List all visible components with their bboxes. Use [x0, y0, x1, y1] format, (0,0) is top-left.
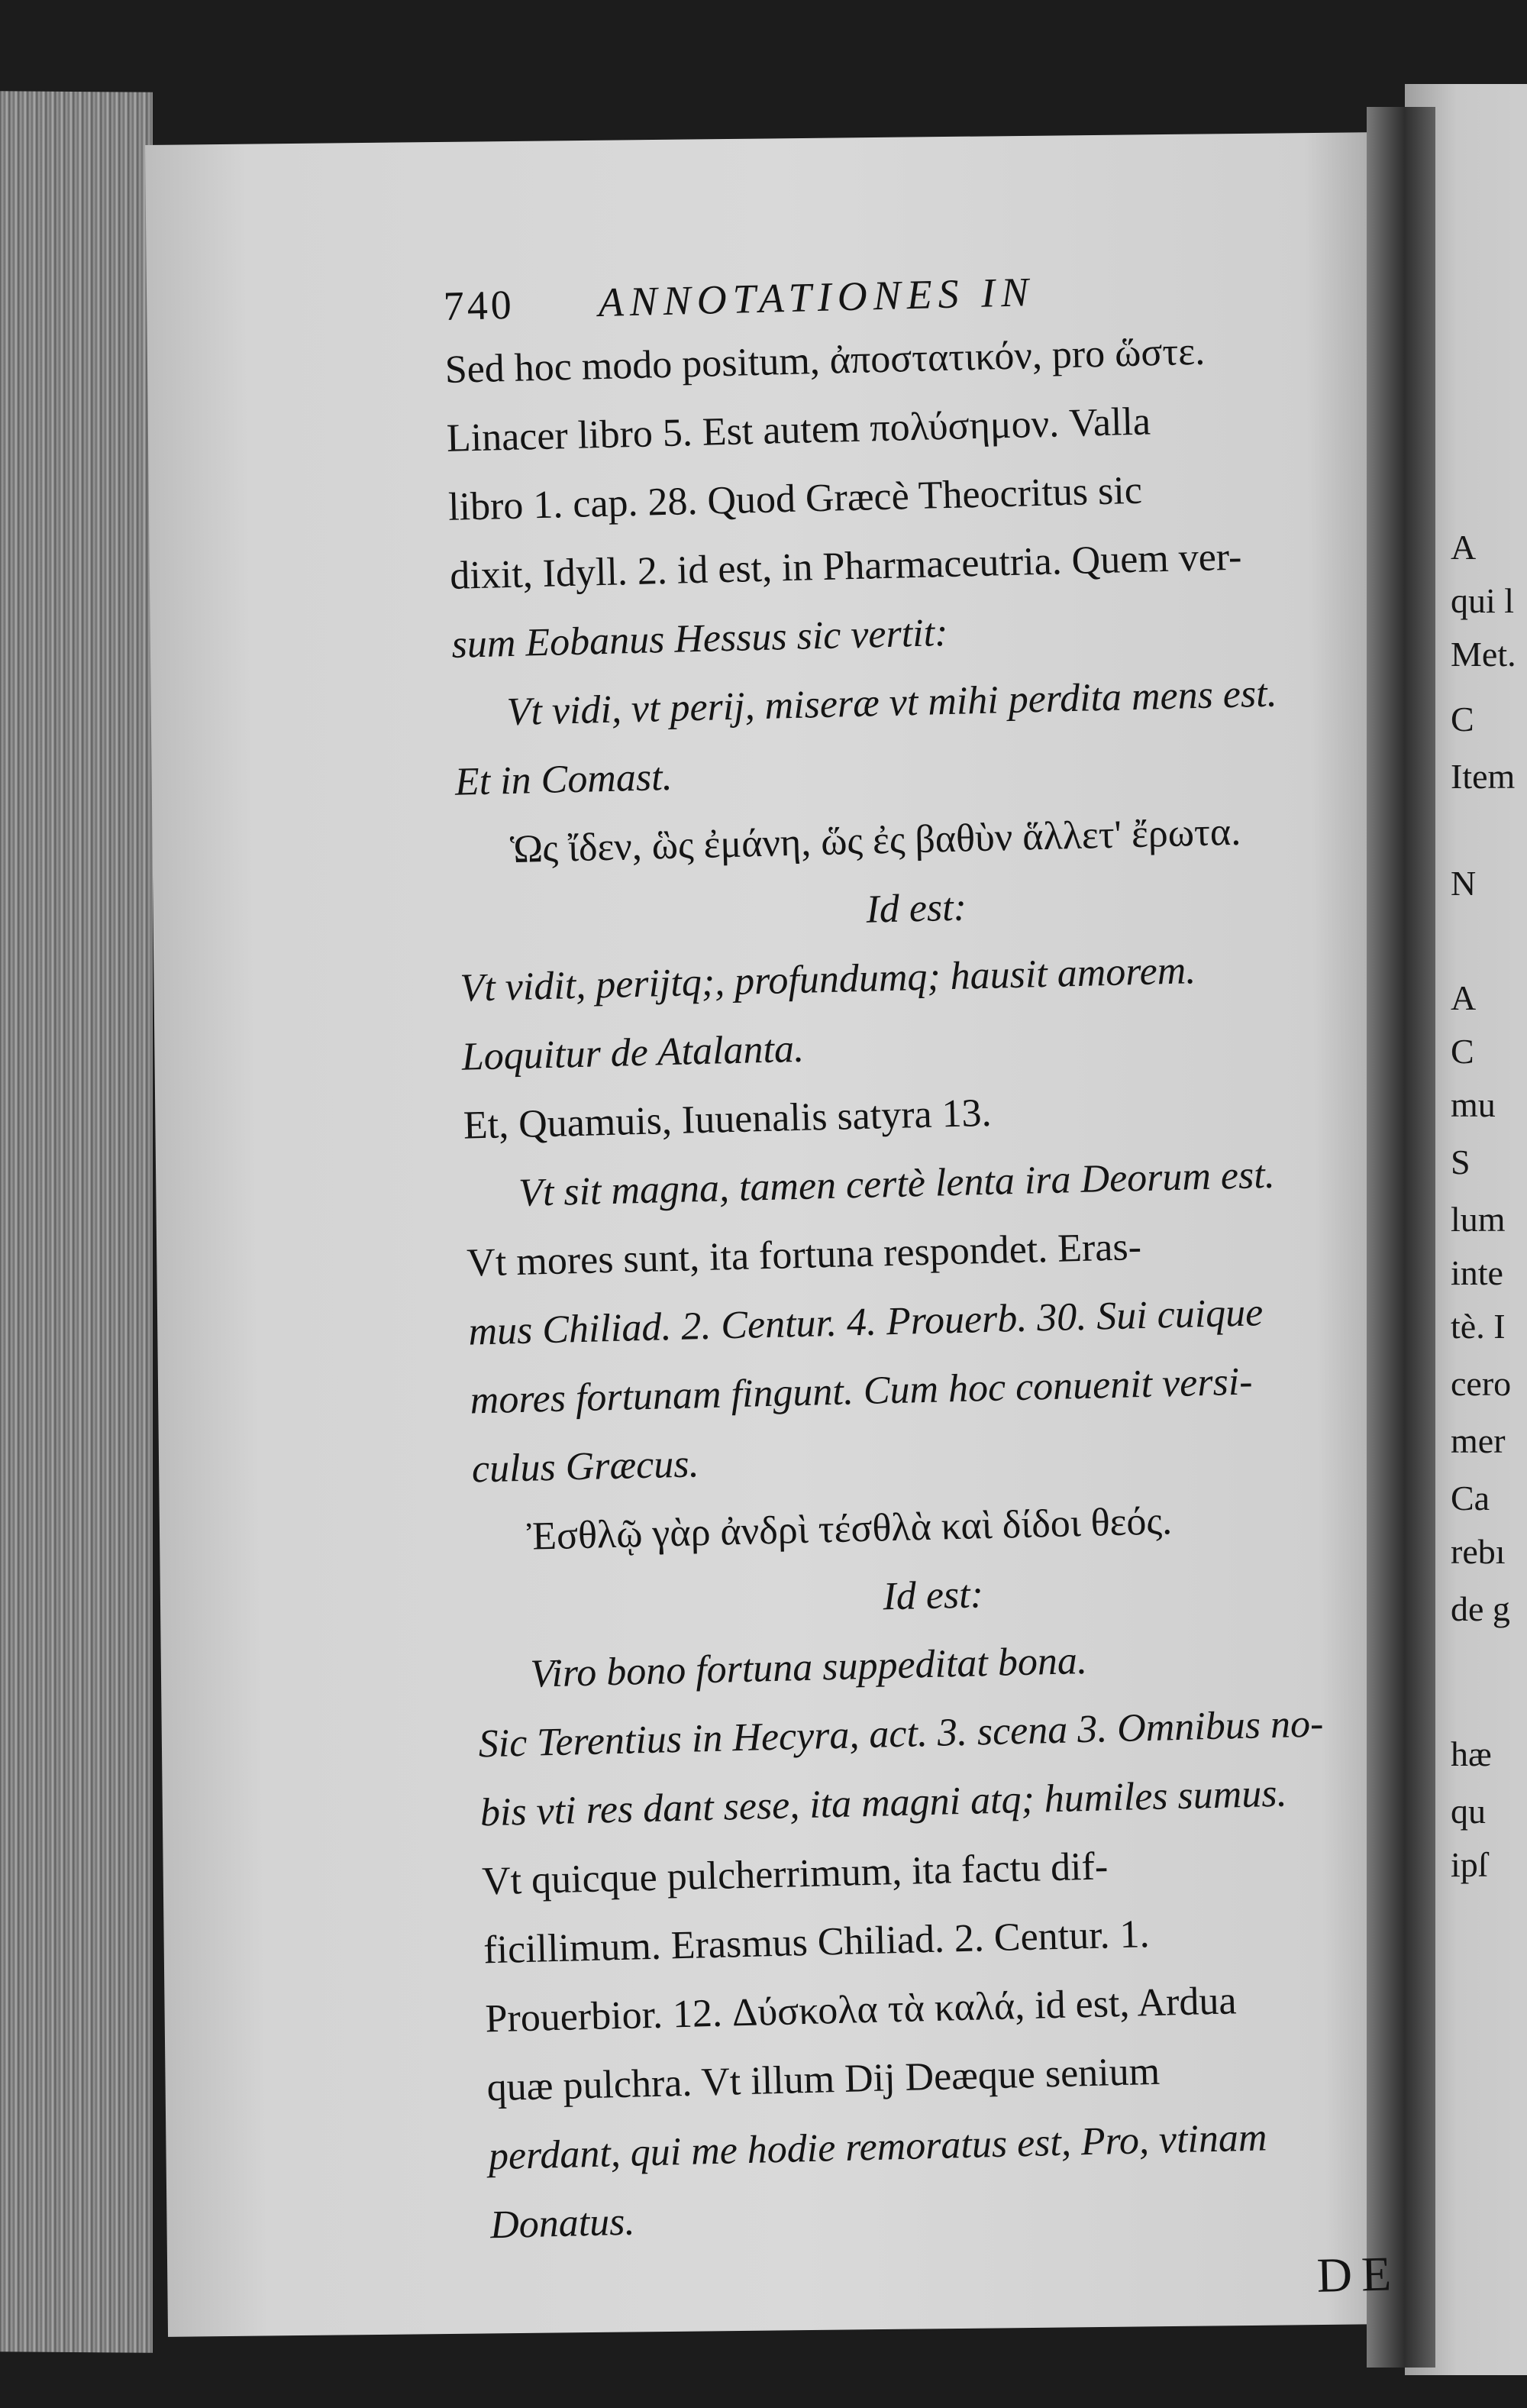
facing-page-text: A — [1451, 528, 1477, 567]
text-line: Prouerbior. 12. Δύσκολα τὰ καλά, id est, Ardua — [484, 1979, 1238, 2041]
text-line: ficillimum. Erasmus Chiliad. 2. Centur. 1. — [483, 1912, 1151, 1973]
text-line: Et in Comast. — [454, 755, 673, 804]
text-line: Sic Terentius in Hecyra, act. 3. scena 3. Omnibus no- — [478, 1702, 1324, 1766]
text-line: Vt quicque pulcherrimum, ita factu dif- — [481, 1844, 1109, 1904]
text-line: Vt sit magna, tamen certè lenta ira Deorum est. — [518, 1152, 1276, 1215]
left-page-text — [443, 260, 1409, 2325]
facing-page-text: C — [1451, 700, 1474, 739]
text-line: perdant, qui me hodie remoratus est, Pro, vtinam — [488, 2115, 1268, 2179]
text-line: mus Chiliad. 2. Centur. 4. Prouerb. 30. Sui cuique — [467, 1291, 1264, 1354]
facing-page-text: tè. I — [1451, 1307, 1506, 1346]
facing-page-text: cero — [1451, 1364, 1512, 1403]
facing-page-text: A — [1451, 978, 1477, 1017]
text-line: Et, Quamuis, Iuuenalis satyra 13. — [463, 1091, 993, 1148]
text-line: Id est: — [882, 1572, 984, 1619]
facing-page-text: hæ — [1451, 1734, 1492, 1773]
catchword: DE — [1316, 2246, 1401, 2303]
text-line: Vt mores sunt, ita fortuna respondet. Eras- — [466, 1225, 1142, 1285]
facing-page-text: lum — [1451, 1200, 1506, 1239]
facing-page-text: Met. — [1451, 635, 1516, 674]
facing-page-text: Item — [1451, 757, 1516, 796]
facing-page-text: qui l — [1451, 581, 1515, 620]
text-line: Viro bono fortuna suppeditat bona. — [529, 1638, 1088, 1696]
text-line: Sed hoc modo positum, ἀποστατικόν, pro ὥστε. — [444, 329, 1206, 392]
facing-page-text: Ca — [1451, 1479, 1490, 1518]
facing-page-text: qu — [1451, 1792, 1486, 1831]
page-edges — [0, 91, 153, 2352]
text-line: sum Eobanus Hessus sic vertit: — [450, 610, 949, 667]
facing-page-text: mu — [1451, 1085, 1496, 1124]
facing-page-text: rebı — [1451, 1532, 1506, 1571]
text-line: Vt vidi, vt perij, miseræ vt mihi perdita mens est. — [506, 671, 1278, 735]
facing-page-text: de g — [1451, 1589, 1510, 1628]
page-number: 740 — [443, 281, 515, 329]
text-lines — [444, 314, 1407, 2261]
text-line: quæ pulchra. Vt illum Dij Deæque senium — [486, 2049, 1161, 2110]
text-line: Id est: — [865, 885, 967, 932]
facing-page-text: inte — [1451, 1253, 1503, 1292]
facing-page-text: mer — [1451, 1421, 1506, 1460]
text-line: Ὡς ἴδεν, ὣς ἐμάνη, ὥς ἐς βαθὺν ἅλλετ' ἔρωτα. — [509, 810, 1241, 872]
text-line: mores fortunam fingunt. Cum hoc conuenit versi- — [470, 1359, 1254, 1423]
text-line: Vt vidit, perijtq;, profundumq; hausit amorem. — [459, 949, 1196, 1010]
text-line: libro 1. cap. 28. Quod Græcè Theocritus sic — [447, 468, 1143, 529]
facing-page-text: N — [1451, 864, 1477, 903]
facing-page-text: S — [1451, 1143, 1471, 1181]
text-line: Donatus. — [489, 2200, 636, 2248]
text-line: dixit, Idyll. 2. id est, in Pharmaceutria. Quem ver- — [449, 535, 1243, 598]
facing-page-text: ipſ — [1451, 1845, 1488, 1884]
text-line: Linacer libro 5. Est autem πολύσημον. Valla — [446, 399, 1151, 461]
running-head: ANNOTATIONES IN — [597, 269, 1035, 326]
text-line: Loquitur de Atalanta. — [461, 1026, 805, 1079]
facing-page-text: C — [1451, 1032, 1474, 1071]
text-line: culus Græcus. — [471, 1442, 700, 1492]
text-line: Ἐσθλῷ γὰρ ἀνδρὶ τέσθλὰ καὶ δίδοι θεός. — [526, 1499, 1173, 1559]
text-line: bis vti res dant sese, ita magni atq; humiles sumus. — [479, 1771, 1288, 1835]
